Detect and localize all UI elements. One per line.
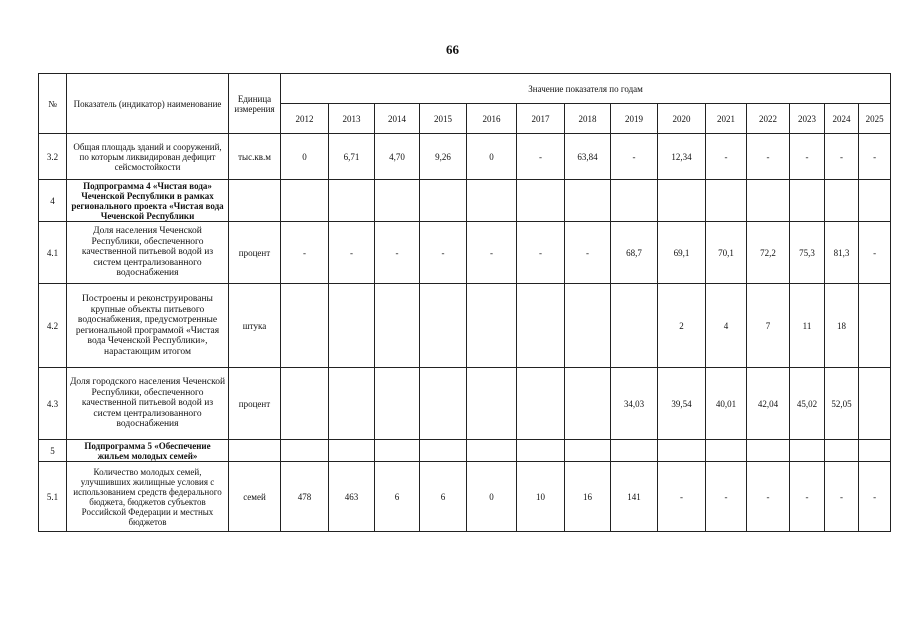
value-cell: - [790,462,825,532]
value-cell: - [859,134,891,180]
row-number: 4.2 [39,284,67,368]
row-indicator-name: Доля городского населения Чеченской Республики, обеспеченного качественной питьевой водой из систем централизованного водоснабжения [67,368,229,440]
value-cell [281,284,329,368]
value-cell [611,180,658,222]
row-unit: тыс.кв.м [229,134,281,180]
value-cell [420,284,467,368]
value-cell [859,368,891,440]
header-year: 2013 [329,104,375,134]
value-cell: 4 [706,284,747,368]
header-year: 2015 [420,104,467,134]
value-cell: - [859,462,891,532]
header-year: 2014 [375,104,420,134]
value-cell: 6 [375,462,420,532]
value-cell: 63,84 [565,134,611,180]
value-cell [517,368,565,440]
value-cell: - [611,134,658,180]
value-cell: - [281,222,329,284]
row-number: 3.2 [39,134,67,180]
row-unit: штука [229,284,281,368]
value-cell [517,180,565,222]
value-cell [517,284,565,368]
table-row [39,440,891,462]
value-cell [658,440,706,462]
header-year: 2023 [790,104,825,134]
value-cell: 6,71 [329,134,375,180]
value-cell: 42,04 [747,368,790,440]
value-cell: 45,02 [790,368,825,440]
value-cell: 39,54 [658,368,706,440]
value-cell [565,284,611,368]
value-cell: 72,2 [747,222,790,284]
header-values-by-year: Значение показателя по годам [281,74,891,104]
value-cell [790,440,825,462]
row-unit: процент [229,368,281,440]
value-cell [825,180,859,222]
value-cell: 16 [565,462,611,532]
value-cell [467,368,517,440]
value-cell [467,180,517,222]
value-cell [825,440,859,462]
value-cell: - [658,462,706,532]
value-cell: 6 [420,462,467,532]
row-number: 4.1 [39,222,67,284]
table-row [39,222,891,284]
value-cell [375,180,420,222]
table-row [39,134,891,180]
value-cell: 34,03 [611,368,658,440]
value-cell: 10 [517,462,565,532]
value-cell: - [825,462,859,532]
value-cell: - [517,134,565,180]
value-cell: - [706,134,747,180]
value-cell [375,440,420,462]
header-year: 2021 [706,104,747,134]
value-cell: - [517,222,565,284]
value-cell: 0 [467,134,517,180]
value-cell [329,440,375,462]
value-cell: - [375,222,420,284]
header-number: № [39,74,67,134]
value-cell: 7 [747,284,790,368]
value-cell [281,180,329,222]
table-row [39,462,891,532]
value-cell: 463 [329,462,375,532]
value-cell: - [329,222,375,284]
table-row [39,180,891,222]
value-cell: - [747,462,790,532]
value-cell [467,440,517,462]
value-cell [790,180,825,222]
row-number: 5.1 [39,462,67,532]
value-cell [329,368,375,440]
value-cell [859,440,891,462]
value-cell [611,440,658,462]
header-year: 2018 [565,104,611,134]
value-cell: 40,01 [706,368,747,440]
value-cell [565,180,611,222]
value-cell [281,368,329,440]
value-cell [420,368,467,440]
row-indicator-name: Подпрограмма 4 «Чистая вода» Чеченской Республики в рамках регионального проекта «Чистая вода Чеченской Республики [67,180,229,222]
value-cell [420,440,467,462]
row-unit: семей [229,462,281,532]
row-number: 4 [39,180,67,222]
value-cell [611,284,658,368]
value-cell: 141 [611,462,658,532]
header-year: 2024 [825,104,859,134]
value-cell: - [706,462,747,532]
row-indicator-name: Общая площадь зданий и сооружений, по которым ликвидирован дефицит сейсмостойкости [67,134,229,180]
value-cell [467,284,517,368]
value-cell: 52,05 [825,368,859,440]
value-cell: 478 [281,462,329,532]
row-number: 5 [39,440,67,462]
header-year: 2020 [658,104,706,134]
header-row-top [39,74,891,104]
value-cell [375,368,420,440]
page-number: 66 [446,42,459,57]
value-cell: 68,7 [611,222,658,284]
table-row [39,284,891,368]
indicators-table [38,73,891,532]
value-cell [747,180,790,222]
value-cell: 0 [467,462,517,532]
value-cell [706,180,747,222]
row-indicator-name: Доля населения Чеченской Республики, обеспеченного качественной питьевой водой из систем централизованного водоснабжения [67,222,229,284]
header-year: 2019 [611,104,658,134]
value-cell [565,440,611,462]
value-cell [658,180,706,222]
value-cell [706,440,747,462]
value-cell: 11 [790,284,825,368]
value-cell: - [859,222,891,284]
header-year: 2017 [517,104,565,134]
table-row [39,368,891,440]
value-cell [565,368,611,440]
header-year: 2016 [467,104,517,134]
header-year: 2012 [281,104,329,134]
value-cell [747,440,790,462]
value-cell [859,180,891,222]
row-indicator-name: Подпрограмма 5 «Обеспечение жильем молодых семей» [67,440,229,462]
header-year: 2025 [859,104,891,134]
header-indicator: Показатель (индикатор) наименование [67,74,229,134]
row-number: 4.3 [39,368,67,440]
value-cell: - [467,222,517,284]
value-cell: 18 [825,284,859,368]
header-unit: Единица измерения [229,74,281,134]
value-cell: 81,3 [825,222,859,284]
value-cell: 2 [658,284,706,368]
value-cell: 75,3 [790,222,825,284]
value-cell: 4,70 [375,134,420,180]
value-cell [859,284,891,368]
value-cell: 0 [281,134,329,180]
value-cell: 69,1 [658,222,706,284]
value-cell: - [825,134,859,180]
value-cell [281,440,329,462]
header-year: 2022 [747,104,790,134]
value-cell [375,284,420,368]
row-indicator-name: Количество молодых семей, улучшивших жилищные условия с использованием средств федерального бюджета, бюджетов субъектов Российской Федерации и местных бюджетов [67,462,229,532]
value-cell: 9,26 [420,134,467,180]
value-cell: - [420,222,467,284]
value-cell: 12,34 [658,134,706,180]
value-cell [329,284,375,368]
value-cell: - [747,134,790,180]
value-cell [420,180,467,222]
row-indicator-name: Построены и реконструированы крупные объекты питьевого водоснабжения, предусмотренные региональной программой «Чистая вода Чеченской Республики», нарастающим итогом [67,284,229,368]
value-cell: 70,1 [706,222,747,284]
value-cell [517,440,565,462]
row-unit [229,180,281,222]
value-cell [329,180,375,222]
value-cell: - [790,134,825,180]
row-unit: процент [229,222,281,284]
value-cell: - [565,222,611,284]
row-unit [229,440,281,462]
